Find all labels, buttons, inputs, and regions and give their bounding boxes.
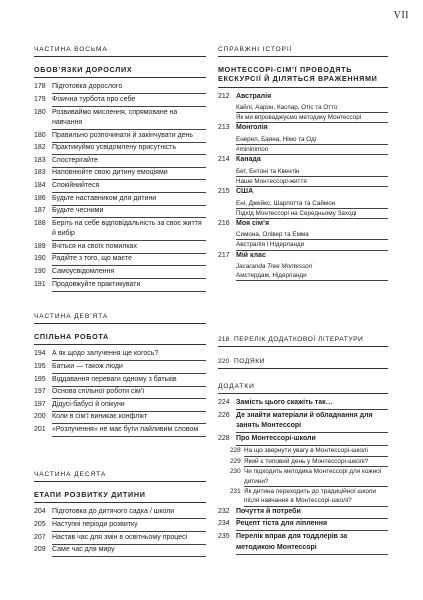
page-ref: 197: [34, 388, 46, 396]
entry-title: Де знайти матеріали й обладнання для занять Монтессорі: [236, 411, 388, 434]
part-eight-section: [34, 46, 206, 292]
page-ref: 234: [218, 520, 230, 528]
page-ref: 214: [218, 156, 230, 164]
page-ref: 201: [34, 425, 46, 433]
entry-title: Який є типовий день у Монтессорі-школі?: [244, 457, 388, 467]
part-label: СПРАВЖНІ ІСТОРІЇ: [218, 46, 388, 57]
toc-entry: [218, 155, 388, 166]
toc-entry: [34, 267, 206, 279]
page-ref: 191: [34, 280, 46, 288]
entry-note: Австралія і Нідерланди: [236, 240, 388, 250]
acknowledgements-entry: [218, 358, 388, 369]
toc-entry: [218, 434, 388, 446]
toc-entry: [230, 487, 388, 507]
page-ref: 195: [34, 362, 46, 370]
entry-note: Ені, Джейкс, Шарлотта та Саймон: [236, 199, 388, 209]
page-ref: 180: [34, 131, 46, 139]
entry-title: Підготовка до дитячого садка / школи: [52, 507, 206, 519]
toc-sublist: [218, 446, 388, 506]
toc-entry: [34, 349, 206, 361]
part-ten-section: [34, 471, 206, 558]
entry-note: Бет, Ентоні та Квентін: [236, 167, 388, 177]
toc-entry: [218, 532, 388, 555]
toc-entry: [34, 242, 206, 254]
stories-list: [218, 92, 388, 282]
page-ref: 184: [34, 182, 46, 189]
entry-title: Будьте чесними: [52, 206, 206, 218]
entry-title: Наступні періоди розвитку: [52, 520, 206, 532]
toc-entry: [34, 412, 206, 424]
page-ref: 182: [34, 144, 46, 152]
entry-title: Будьте наставником для дитини: [52, 194, 206, 206]
toc-entry: [218, 251, 388, 262]
page-ref: 180: [34, 108, 46, 116]
toc-entry: [34, 400, 206, 412]
page-ref: 235: [218, 532, 230, 540]
toc-entry: [34, 280, 206, 292]
entry-title: Мій клас: [236, 251, 266, 259]
page-ref: 187: [34, 207, 46, 215]
page-ref: 183: [34, 156, 46, 164]
toc-entry: [34, 254, 206, 266]
page-ref: 212: [218, 92, 230, 100]
page-ref: 205: [34, 520, 46, 528]
toc-entry: [218, 519, 388, 531]
toc-entry: [34, 206, 206, 218]
page-ref: 232: [218, 507, 230, 515]
page-ref: 190: [34, 255, 46, 263]
toc-list: [34, 82, 206, 291]
part-label: ЧАСТИНА ДЕВ’ЯТА: [34, 313, 206, 324]
entry-note: Симона, Олівер та Емма: [236, 230, 388, 240]
toc-entry: [34, 168, 206, 180]
page-ref: 190: [34, 268, 46, 276]
part-label: ЧАСТИНА ВОСЬМА: [34, 46, 206, 57]
page-ref: 218: [218, 336, 230, 343]
toc-entry: [34, 533, 206, 545]
entry-note: Jacaranda Tree Montessori: [236, 263, 313, 271]
page-ref: 228: [218, 434, 230, 442]
entry-title: Коли в сім’ї виникає конфлікт: [52, 412, 206, 424]
entry-title: Настав час для змін в освітньому процесі: [52, 533, 206, 545]
toc-entry: [34, 219, 206, 242]
entry-title: Фізична турбота про себе: [52, 95, 206, 107]
page-ref: 179: [34, 95, 46, 103]
page-ref: 197: [34, 400, 46, 408]
toc-entry: [218, 411, 388, 434]
entry-title: Наповнюйте свою дитину емоціями: [52, 168, 206, 180]
page-ref: 204: [34, 508, 46, 516]
entry-title: «Розлучення» не має бути лайливим словом: [52, 425, 206, 437]
toc-entry: [34, 387, 206, 399]
toc-entry: [218, 219, 388, 230]
entry-title: Про Монтессорі-школи: [236, 434, 388, 446]
entry-title: Беріть на себе відповідальність за своє життя й вибір: [52, 219, 206, 242]
page-ref: 195: [34, 375, 46, 383]
further-reading-entry: [218, 336, 388, 347]
page-ref: 216: [218, 219, 230, 227]
entry-note: Наше Монтессорі-життя: [236, 177, 388, 187]
entry-title: Вчіться на своїх помилках: [52, 242, 206, 254]
entry-title: Дідусі-бабусі й опікуни: [52, 400, 206, 412]
entry-title: Спокійнийтеся: [52, 181, 206, 193]
entry-title: А як щодо залучення ще когось?: [52, 349, 206, 361]
toc-entry: [218, 398, 388, 410]
page-ref: 178: [34, 83, 46, 91]
entry-note: Енерел, Баяна, Німо та Оді: [236, 135, 388, 145]
entry-title: ПОДЯКИ: [234, 358, 265, 365]
appendix-section: [218, 383, 388, 555]
entry-title: Продовжуйте практикувати: [52, 280, 206, 292]
page-ref: 188: [34, 219, 46, 227]
page-ref: 226: [218, 411, 230, 419]
entry-note: Підхід Монтессорі на Середньому Заході: [236, 209, 388, 219]
entry-title: Практикуймо усвідомлену присутність: [52, 143, 206, 155]
page-ref: 224: [218, 399, 230, 406]
part-nine-section: [34, 313, 206, 437]
toc-entry: [218, 123, 388, 134]
page-ref: 215: [218, 188, 230, 196]
entry-title: Самоусвідомлення: [52, 267, 206, 279]
toc-entry: [34, 520, 206, 532]
entry-title: ПЕРЕЛІК ДОДАТКОВОЇ ЛІТЕРАТУРИ: [234, 336, 364, 343]
toc-entry: [34, 95, 206, 107]
section-title: МОНТЕССОРІ-СІМ’Ї ПРОВОДЯТЬ ЕКСКУРСІЇ Й ДІЛЯТЬСЯ ВРАЖЕННЯМИ: [218, 57, 388, 88]
part-label: ДОДАТКИ: [218, 383, 388, 394]
entry-title: Монголія: [236, 124, 268, 132]
toc-entry: [218, 92, 388, 103]
section-title: ОБОВ’ЯЗКИ ДОРОСЛИХ: [34, 57, 206, 78]
toc-entry: [218, 187, 388, 198]
entry-title: Замість цього скажіть так…: [236, 398, 388, 410]
entry-title: США: [236, 188, 254, 196]
toc-entry: [34, 362, 206, 374]
entry-title: Віддавання переваги одному з батьків: [52, 375, 206, 387]
entry-title: Почуття й потреби: [236, 507, 388, 519]
entry-note: Як ми впроваджуємо методику Монтессорі: [236, 113, 388, 123]
section-title: ЕТАПИ РОЗВИТКУ ДИТИНИ: [34, 482, 206, 503]
entry-title: Австралія: [236, 92, 272, 100]
toc-list: [34, 349, 206, 436]
toc-list: [218, 398, 388, 446]
page-ref: 213: [218, 124, 230, 132]
toc-entry: [34, 108, 206, 131]
toc-list: [34, 507, 206, 557]
section-title: СПІЛЬНА РОБОТА: [34, 324, 206, 345]
entry-note: #mininimoo: [236, 145, 388, 155]
toc-entry: [34, 82, 206, 94]
entry-title: Підготовка дорослого: [52, 82, 206, 94]
toc-entry: [230, 467, 388, 487]
page-ref: 231: [230, 487, 241, 495]
page-number: VII: [393, 10, 409, 21]
toc-entry: [34, 545, 206, 557]
page-ref: 229: [230, 457, 241, 465]
page-ref: 194: [34, 350, 46, 358]
entry-title: Спостерігайте: [52, 156, 206, 168]
toc-entry: [34, 131, 206, 143]
part-label: ЧАСТИНА ДЕСЯТА: [34, 471, 206, 482]
page-ref: 209: [34, 546, 46, 554]
page-ref: 183: [34, 169, 46, 177]
page-ref: 189: [34, 242, 46, 250]
page-ref: 230: [230, 468, 241, 476]
page-ref: 186: [34, 194, 46, 202]
entry-title: Батьки — також люди: [52, 362, 206, 374]
toc-entry: [34, 507, 206, 519]
toc-list: [218, 507, 388, 555]
entry-note: Кайлі, Аарон, Каспар, Отіс та Отто: [236, 103, 388, 113]
toc-entry: [34, 156, 206, 168]
entry-title: Перелік вправ для тоддлерів за методикою Монтессорі: [236, 532, 388, 555]
toc-entry: [218, 507, 388, 519]
page-ref: 217: [218, 251, 230, 259]
entry-title: Правильно розпочинати й закінчувати день: [52, 131, 206, 143]
entry-title: Радійте з того, що маєте: [52, 254, 206, 266]
page-ref: 228: [230, 447, 241, 455]
toc-entry: [230, 446, 388, 456]
entry-title: Як дитина переходить до традиційної школи після навчання в Монтессорі-школі?: [244, 487, 388, 507]
toc-entry: [34, 143, 206, 155]
entry-title: Чи підходить методика Монтессорі для кожної дитини?: [244, 467, 388, 487]
toc-entry: [230, 457, 388, 467]
entry-title: Розвиваймо мислення, спрямоване на навчання: [52, 108, 206, 131]
toc-entry: [34, 425, 206, 437]
toc-entry: [34, 375, 206, 387]
real-stories-section: [218, 46, 388, 281]
entry-title: Моя сім’я: [236, 219, 270, 227]
entry-note: Амстердам, Нідерланди: [236, 271, 388, 281]
entry-title: Саме час для миру: [52, 545, 206, 557]
page-ref: 207: [34, 533, 46, 541]
entry-title: Рецепт тіста для ліплення: [236, 519, 388, 531]
page-ref: 200: [34, 413, 46, 421]
toc-entry: [34, 181, 206, 193]
entry-title: Канада: [236, 156, 261, 164]
entry-title: Основа спільної роботи сім’ї: [52, 387, 206, 399]
entry-title: На що звернути увагу в Монтессорі-школі: [244, 446, 388, 456]
toc-entry: [34, 194, 206, 206]
page-ref: 220: [218, 358, 230, 365]
